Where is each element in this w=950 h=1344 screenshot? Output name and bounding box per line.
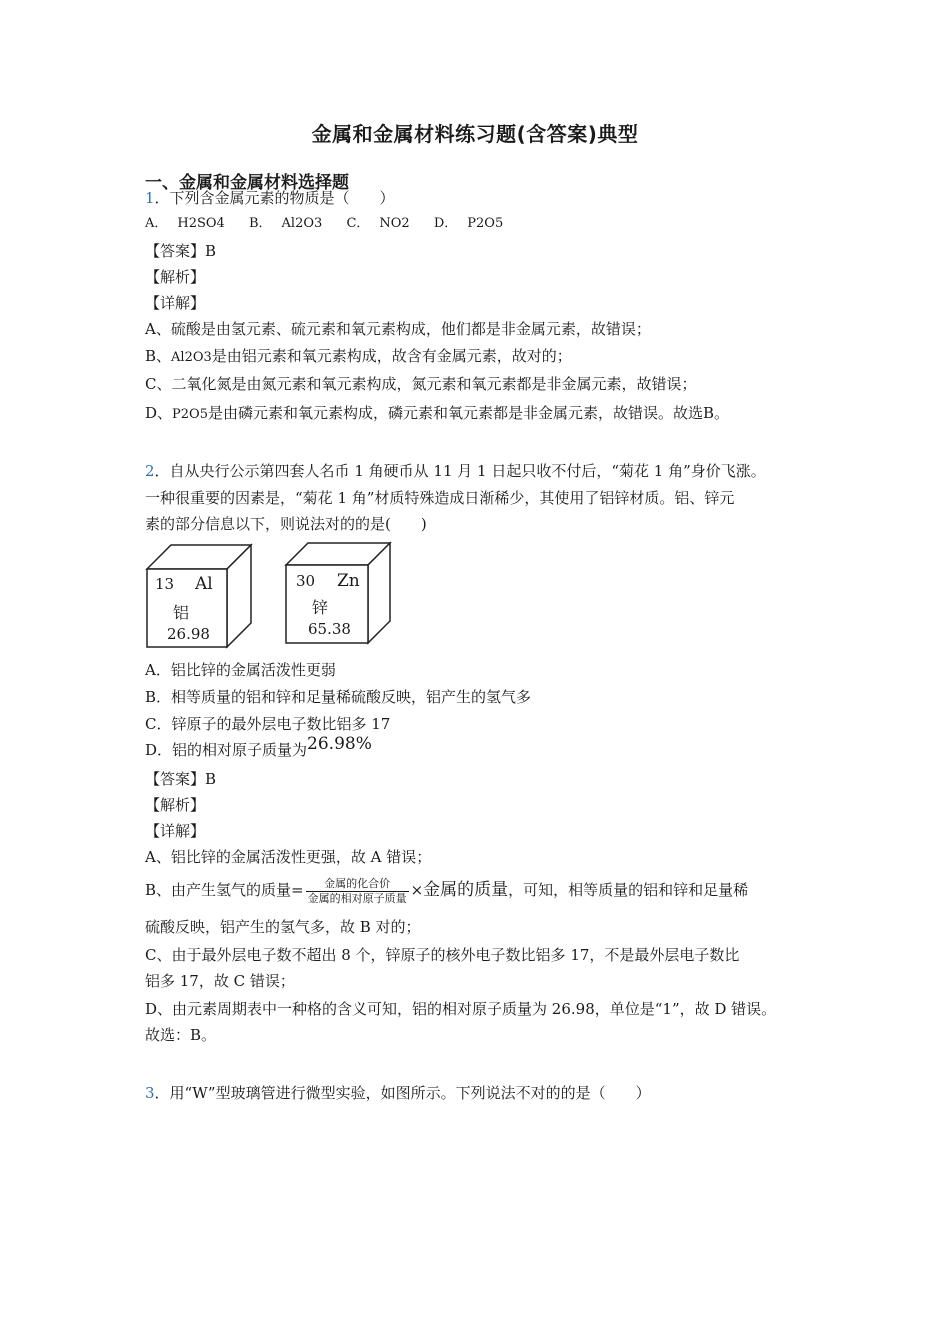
q2-explanation-c-line1: C、由于最外层电子数不超出 8 个，锌原子的核外电子数比铝多 17，不是最外层电子数比	[145, 946, 740, 964]
q2-explanation-c-line2: 铝多 17，故 C 错误；	[145, 972, 295, 990]
hydrogen-mass-fraction: $\frac{\text{金属的化合价}}{\text{金属的相对原子质量}}$	[307, 876, 407, 905]
q2-stem-line-2: 一种很重要的因素是，“菊花 1 角”材质特殊造成日渐稀少，其使用了铝锌材质。铝、锌元	[145, 489, 735, 507]
q2-option-c: C．锌原子的最外层电子数比铝多 17	[145, 715, 391, 733]
section-title: 一、金属和金属材料选择题	[145, 173, 349, 193]
element-card-aluminum	[145, 543, 255, 651]
q1-explanation-d: D、P2O5是由磷元素和氧元素构成，磷元素和氧元素都是非金属元素，故错误。故选B。	[145, 404, 730, 422]
q1-analysis-label: 【解析】	[145, 268, 206, 286]
q3-stem-line: 3．用“W”型玻璃管进行微型实验，如图所示。下列说法不对的的是（ ）	[145, 1084, 651, 1102]
q2-analysis-label: 【解析】	[145, 796, 206, 814]
q1-option-d: D． P2O5	[433, 216, 504, 231]
q2-stem-line-3: 素的部分信息以下，则说法对的的是( )	[145, 515, 427, 533]
q1-options	[145, 214, 523, 234]
al-mass: 26.98	[167, 625, 210, 643]
zn-name: 锌	[312, 598, 329, 617]
q2-option-a: A．铝比锌的金属活泼性更弱	[145, 661, 336, 679]
q3-number: 3	[145, 1084, 155, 1102]
q2-number: 2	[145, 462, 155, 480]
page-title: 金属和金属材料练习题(含答案)典型	[311, 122, 639, 146]
q1-explanation-b: B、Al2O3是由铝元素和氧元素构成，故含有金属元素，故对的；	[145, 347, 572, 365]
zn-mass: 65.38	[308, 620, 351, 638]
q1-option-c: C． NO2	[346, 216, 410, 231]
q1-stem-line	[145, 188, 395, 208]
q2-answer: 【答案】B	[145, 770, 217, 788]
q2-detail-label: 【详解】	[145, 822, 206, 840]
q2-explanation-b: B、由产生氢气的质量= $\frac{\text{金属的化合价}}{\text{金属的相对原子质量}}$ ×金属的质量，可知，相等质量的铝和锌和足量稀	[145, 876, 749, 905]
q2-stem-line-1: 2．自从央行公示第四套人名币 1 角硬币从 11 月 1 日起只收不付后，“菊花 1 角”身价飞涨。	[145, 462, 766, 480]
zn-symbol: Zn	[337, 571, 360, 591]
q1-option-b: B． Al2O3	[248, 216, 323, 231]
q2-explanation-a: A、铝比锌的金属活泼性更强，故 A 错误；	[145, 848, 432, 866]
q1-option-a: A． H2SO4	[145, 216, 225, 231]
q1-explanation-c: C、二氧化氮是由氮元素和氧元素构成，氮元素和氧元素都是非金属元素，故错误；	[145, 375, 697, 393]
al-symbol: Al	[195, 574, 213, 594]
q2-conclusion: 故选：B。	[145, 1026, 217, 1044]
al-atomic-number: 13	[155, 575, 175, 593]
q2-option-d: D．铝的相对原子质量为26.98%	[145, 734, 372, 759]
q2-explanation-b-cont: 硫酸反映，铝产生的氢气多，故 B 对的；	[145, 918, 421, 936]
q1-stem: ．下列含金属元素的物质是（ ）	[154, 189, 395, 207]
q2-explanation-d: D、由元素周期表中一种格的含义可知，铝的相对原子质量为 26.98，单位是“1”，故 D 错误。	[145, 1000, 777, 1018]
element-card-zinc	[284, 541, 394, 647]
q1-detail-label: 【详解】	[145, 294, 206, 312]
q1-number: 1	[145, 189, 155, 207]
zn-atomic-number: 30	[296, 572, 316, 590]
q2-option-d-value: 26.98%	[307, 734, 372, 754]
al-name: 铝	[173, 603, 190, 622]
q1-answer: 【答案】B	[145, 242, 217, 260]
q2-option-b: B．相等质量的铝和锌和足量稀硫酸反映，铝产生的氢气多	[145, 688, 532, 706]
q1-explanation-a: A、硫酸是由氢元素、硫元素和氧元素构成，他们都是非金属元素，故错误；	[145, 320, 651, 338]
